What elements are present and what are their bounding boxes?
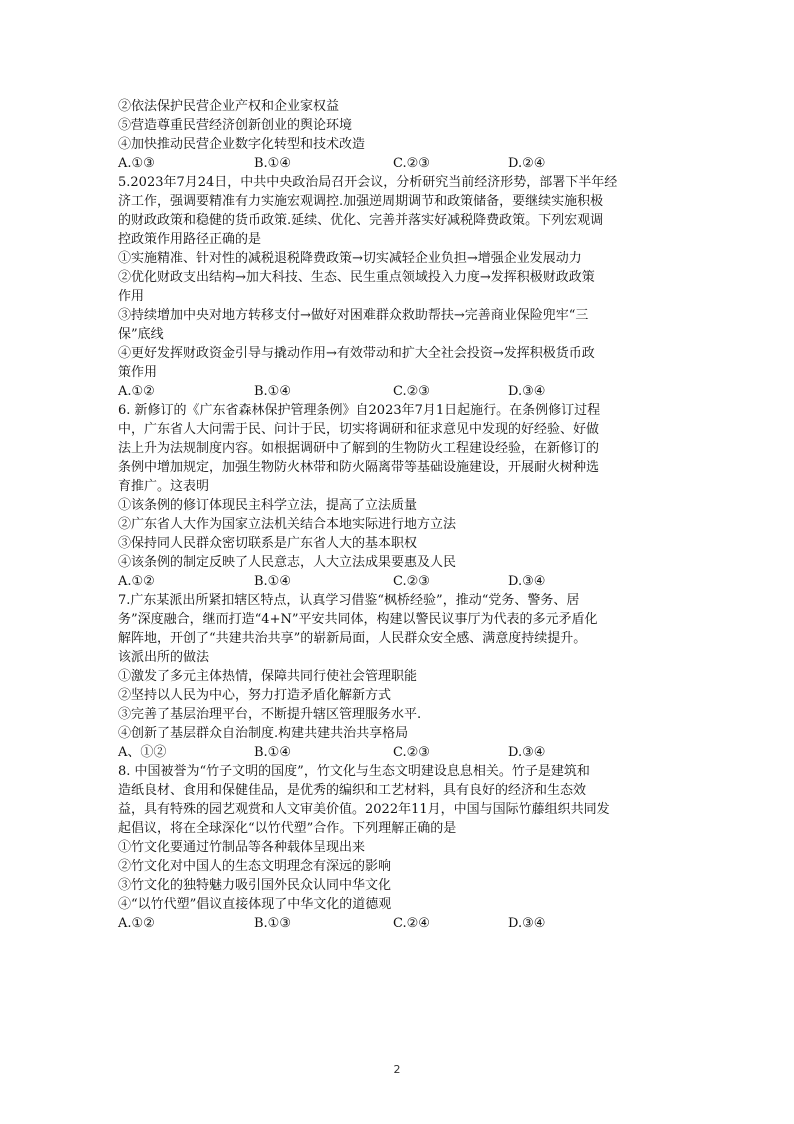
q5-options <box>118 382 686 401</box>
question-6 <box>118 401 686 591</box>
option-c: C.②③ <box>393 156 430 171</box>
q7-item: ③完善了基层治理平台，不断提升辖区管理服务水平. <box>118 707 422 722</box>
question-7 <box>118 591 686 762</box>
q8-item: ①竹文化要通过竹制品等各种载体呈现出来 <box>118 840 366 855</box>
option-d: D.③④ <box>508 384 546 399</box>
option-c: C.②③ <box>393 574 430 589</box>
option-a: A.①② <box>118 574 155 589</box>
option-a: A、①② <box>118 745 167 760</box>
q6-stem-line: 中，广东省人大问需于民、问计于民，切实将调研和征求意见中发现的好经验、好做 <box>118 422 600 437</box>
q5-item: ②优化财政支出结构→加大科技、生态、民生重点领域投入力度→发挥积极财政政策 <box>118 270 595 285</box>
option-c: C.②④ <box>393 916 430 931</box>
q8-stem-line: 造纸良材、食用和保健佳品，是优秀的编织和工艺材料，具有良好的经济和生态效 <box>118 783 587 798</box>
option-c: C.②③ <box>393 384 430 399</box>
q5-item: 作用 <box>118 289 145 304</box>
q4-item: ⑤营造尊重民营经济创新创业的舆论环境 <box>118 118 353 133</box>
q6-item: ②广东省人大作为国家立法机关结合本地实际进行地方立法 <box>118 517 457 532</box>
q7-stem-line: 解阵地，开创了“共建共治共享”的崭新局面，人民群众安全感、满意度持续提升。 <box>118 631 587 646</box>
q6-item: ①该条例的修订体现民主科学立法，提高了立法质量 <box>118 498 418 513</box>
q6-item: ④该条例的制定反映了人民意志，人大立法成果要惠及人民 <box>118 555 457 570</box>
option-d: D.②④ <box>508 156 546 171</box>
option-a: A.①③ <box>118 156 155 171</box>
q8-stem-line: 8. 中国被誉为“竹子文明的国度”，竹文化与生态文明建设息息相关。竹子是建筑和 <box>118 764 590 779</box>
q6-stem-line: 育推广。这表明 <box>118 479 210 494</box>
q5-item: ①实施精准、针对性的减税退税降费政策→切实减轻企业负担→增强企业发展动力 <box>118 251 582 266</box>
q8-stem-line: 益，具有特殊的园艺观赏和人文审美价值。2022年11月，中国与国际竹藤组织共同发 <box>118 802 610 817</box>
q7-options <box>118 743 686 762</box>
option-b: B.①③ <box>254 916 291 931</box>
option-b: B.①④ <box>254 156 291 171</box>
q5-item: ③持续增加中央对地方转移支付→做好对困难群众救助帮扶→完善商业保险兜牢“三 <box>118 308 589 323</box>
option-c: C.②③ <box>393 745 430 760</box>
option-b: B.①④ <box>254 745 291 760</box>
page-number: 2 <box>393 1063 401 1076</box>
option-a: A.①② <box>118 384 155 399</box>
option-d: D.③④ <box>508 574 546 589</box>
q4-options <box>118 154 686 173</box>
q7-stem-line: 务”深度融合，继而打造“4+N”平安共同体，构建以警民议事厅为代表的多元矛盾化 <box>118 612 598 627</box>
q4-item: ②依法保护民营企业产权和企业家权益 <box>118 99 340 114</box>
q5-item: 保”底线 <box>118 327 164 342</box>
question-content <box>118 97 686 933</box>
option-b: B.①④ <box>254 384 291 399</box>
q6-item: ③保持同人民群众密切联系是广东省人大的基本职权 <box>118 536 418 551</box>
q8-stem-line: 起倡议，将在全球深化“以竹代塑”合作。下列理解正确的是 <box>118 821 457 836</box>
q7-item: ④创新了基层群众自治制度.构建共建共治共享格局 <box>118 726 409 741</box>
q5-stem-line: 5.2023年7月24日，中共中央政治局召开会议，分析研究当前经济形势，部署下半年经 <box>118 175 618 190</box>
q6-stem-line: 法上升为法规制度内容。如根据调研中了解到的生物防火工程建设经验，在新修订的 <box>118 441 600 456</box>
question-5 <box>118 173 686 401</box>
q4-tail <box>118 97 686 173</box>
option-a: A.①② <box>118 916 155 931</box>
q7-stem-line: 7.广东某派出所紧扣辖区特点，认真学习借鉴“枫桥经验”，推动“党务、警务、居 <box>118 593 580 608</box>
q6-stem-line: 条例中增加规定，加强生物防火林带和防火隔离带等基础设施建设，开展耐火树种选 <box>118 460 600 475</box>
option-b: B.①④ <box>254 574 291 589</box>
q8-item: ②竹文化对中国人的生态文明理念有深远的影响 <box>118 859 392 874</box>
option-d: D.③④ <box>508 916 546 931</box>
q5-stem-line: 济工作，强调要精准有力实施宏观调控.加强逆周期调节和政策储备，要继续实施积极 <box>118 194 604 209</box>
option-d: D.③④ <box>508 745 546 760</box>
q8-options <box>118 914 686 933</box>
q8-item: ④“以竹代塑”倡议直接体现了中华文化的道德观 <box>118 897 392 912</box>
q6-stem-line: 6. 新修订的《广东省森林保护管理条例》自2023年7月1日起施行。在条例修订过程 <box>118 403 601 418</box>
q4-item: ④加快推动民营企业数字化转型和技术改造 <box>118 137 366 152</box>
question-8 <box>118 762 686 933</box>
q5-stem-line: 的财政政策和稳健的货币政策.延续、优化、完善并落实好减税降费政策。下列宏观调 <box>118 213 604 228</box>
q7-stem-line: 该派出所的做法 <box>118 650 210 665</box>
q7-item: ①激发了多元主体热情，保障共同行使社会管理职能 <box>118 669 418 684</box>
q8-item: ③竹文化的独特魅力吸引国外民众认同中华文化 <box>118 878 392 893</box>
q5-item: 策作用 <box>118 365 158 380</box>
q6-options <box>118 572 686 591</box>
q5-stem-line: 控政策作用路径正确的是 <box>118 232 262 247</box>
q7-item: ②坚持以人民为中心，努力打造矛盾化解新方式 <box>118 688 392 703</box>
q5-item: ④更好发挥财政资金引导与撬动作用→有效带动和扩大全社会投资→发挥积极货币政 <box>118 346 595 361</box>
